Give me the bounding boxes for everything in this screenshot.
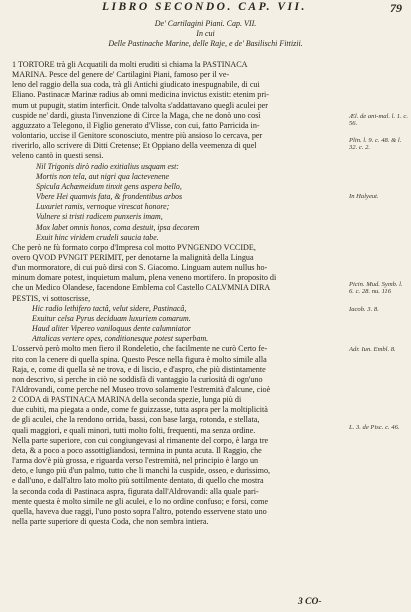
verse-line: Exuit hinc viridem crudeli saucia tabe. <box>36 232 159 242</box>
margin-note-text: L. 3. de Pisc. c. 46. <box>349 424 400 431</box>
margin-note-text: Æl. de ani-mal. l. 1. c. 56. <box>349 113 408 128</box>
margin-note <box>349 137 409 151</box>
text-line: l'Aldrovandi, come perche nel Museo trovo solamente l'estremità d'alcune, cioè <box>12 385 271 394</box>
margin-note-text: Plin. l. 9. c. 48. & l. 32. c. 2. <box>349 137 402 152</box>
text-line: 2 CODA di PASTINACA MARINA della seconda spezie, lunga più di <box>12 395 242 405</box>
chapter-subtitle: De' Cartilagini Piani. Cap. VII. <box>154 19 257 28</box>
chapter-subtitle-topic: Delle Pastinache Marine, delle Raje, e de' Basilischi Fittizii. <box>108 39 303 48</box>
text-line: deto, e lungo più d'un palmo, tutto che li manchi la cuspide, osseo, e durissimo, <box>12 466 271 476</box>
text-line: agguzzato a Telegono, il Figlio generato d'Vlisse, con cui, fatto Parricida in- <box>12 120 260 130</box>
paragraph-2 <box>12 243 336 304</box>
text-line: riverirlo, allo scrivere di Ditti Cretense; Et Oppiano della veemenza di quel <box>12 141 257 151</box>
chapter-subtitle-connector: In cui <box>196 29 215 38</box>
text-line: la seconda coda di Pastinaca aspra, figurata dall'Aldrovandi: alla quale pari- <box>12 486 259 496</box>
text-line: leno del raggio della sua coda, trà gli Antichi giudicato inespugnabile, di cui <box>12 80 260 90</box>
margin-note-text: Iacob. 3. 8. <box>349 306 379 313</box>
verse-line: Mortis non tela, aut nigri qua lactevenene <box>36 171 170 181</box>
text-line: che un Medico Olandese, facendone Emblema col Castello CALVMNIA DIRA <box>12 283 271 293</box>
text-line: overo QVOD PVNGIT PERIMIT, per denotarne la malignità della Lingua <box>12 252 254 262</box>
margin-note <box>349 346 409 353</box>
verse-line: Vbere Hei quamvis fata, & frondentibus arbos <box>36 192 183 202</box>
page-header <box>12 1 410 19</box>
text-line: quali maggiori, e quali minori, tutti molto folti, frequenti, ma senza ordine. <box>12 425 256 435</box>
margin-note <box>349 424 409 431</box>
verse-line: Hic radio lethifero tactâ, velut sidere, Pastinacâ, <box>32 303 187 313</box>
text-line: PESTIS, vi sottoscrisse, <box>12 293 91 303</box>
catchword: 3 CO- <box>298 597 322 607</box>
paragraph-1 <box>12 60 336 162</box>
text-line: Eliano. Pastinacæ Marinæ radius ab omni medicina invictus existit: etenim pri- <box>12 90 270 100</box>
main-text <box>12 60 336 527</box>
margin-note <box>349 306 409 313</box>
margin-note-text: Picin. Mud. Symb. l. 6. c. 28. nu. 116 <box>349 281 403 296</box>
text-line: rito con la cenere di quella spina. Questo Pesce nella figura è molto simile alla <box>12 354 267 364</box>
text-line: quella, haveva due raggi, l'uno posto sopra l'altro, potendo esservene stato uno <box>12 506 267 516</box>
running-head: LIBRO SECONDO. CAP. VII. <box>102 1 307 13</box>
margin-note <box>349 281 409 295</box>
verse-line: Luxuriet ramis, vernoque virescat honore; <box>36 202 170 212</box>
text-line: d'un mormoratore, di cui può dirsi con S. Giacomo. Linguam autem nullus ho- <box>12 263 268 273</box>
verse-quotation-oppian <box>36 162 336 243</box>
verse-line: Exuitur celsa Pyrus deciduam luxuriem comarum. <box>32 313 191 323</box>
text-line: non descrivo, sì perche in ciò ne soddisfà di vantaggio la curiosità di ogn'uno <box>12 374 263 384</box>
margin-note <box>349 193 409 200</box>
text-line: mum ut pupugit, statim interficit. Onde talvolta s'addattavano quegli aculei per <box>12 100 268 110</box>
verse-line: Haud aliter Vipereo vaniloquus dente calumniator <box>32 324 191 334</box>
text-line: due cubiti, ma piegata a onde, come fe guizzasse, tutta aspra per la moltiplicità <box>12 405 268 415</box>
verse-quotation-emblem <box>32 304 336 345</box>
text-line: veleno cantò in questi sensi. <box>12 151 104 161</box>
text-line: e dall'uno, e dall'altro lato molto più sottilmente dentato, di quello che mostra <box>12 476 264 486</box>
verse-line: Attalicas vertere opes, conditionesque potest superbam. <box>32 334 209 344</box>
text-line: Raja, e, come di quella sè ne trova, e di liscio, e d'aspro, che più distintamente <box>12 364 266 374</box>
text-line: cuspide ne' dardi, giusta l'invenzione di Circe la Maga, che ne donò uno così <box>12 110 261 120</box>
verse-line: Nil Trigonis dirò radio exitialius usquam est: <box>36 161 179 171</box>
text-line: l'arma dov'è più grossa, e riguarda verso l'estremità, nel principio è largo un <box>12 456 259 466</box>
verse-line: Vulnere si tristi radicem punxeris imam, <box>36 212 163 222</box>
text-line: nella parte superiore di questa Coda, che non sembra intiera. <box>12 517 209 527</box>
margin-note <box>349 113 409 127</box>
margin-note-text: In Halyeut. <box>349 193 379 200</box>
text-line: volontario, uccise il Genitore sconosciuto, mentre più ansioso lo cercava, per <box>12 131 263 141</box>
margin-note-text: Adr. Iun. Embl. 8. <box>349 346 396 353</box>
verse-line: Spicula Achæmeidum tinxit gens aspera bello, <box>36 181 182 191</box>
text-line: deta, & a poco a poco assottigliandosi, termina in punta acuta. Il Raggio, che <box>12 445 262 455</box>
text-line: de gli aculei, che la rendono orrida, bassi, con base larga, rotonda, e stellata, <box>12 415 260 425</box>
text-line: Nella parte superiore, con cui congiungevasi al rimanente del corpo, è larga tre <box>12 435 269 445</box>
text-line: MARINA. Pesce del genere de' Cartilagini Piani, famoso per il ve- <box>12 70 230 80</box>
text-line: 1 TORTORE trà gli Acquatili da molti eruditi si chiama la PASTINACA <box>12 60 248 69</box>
text-line: mente questa è molto simile ne gli aculei, e lo no ordine confuso; e forsi, come <box>12 496 269 506</box>
paragraph-3 <box>12 344 336 527</box>
verse-line: Mox labet omnis honos, coma destuit, ipsa decorem <box>36 222 200 232</box>
page-number: 79 <box>390 1 402 15</box>
text-line: L'osservò però molto men fiero il Rondeletio, che facilmente ne curò Certo fe- <box>12 344 268 354</box>
text-line: minum domare potest, inquietum malum, plena veneno mortifero. In proposito di <box>12 273 277 283</box>
text-line: Che però ne fù formato corpo d'Impresa col motto PVNGENDO VCCIDE, <box>12 242 256 252</box>
